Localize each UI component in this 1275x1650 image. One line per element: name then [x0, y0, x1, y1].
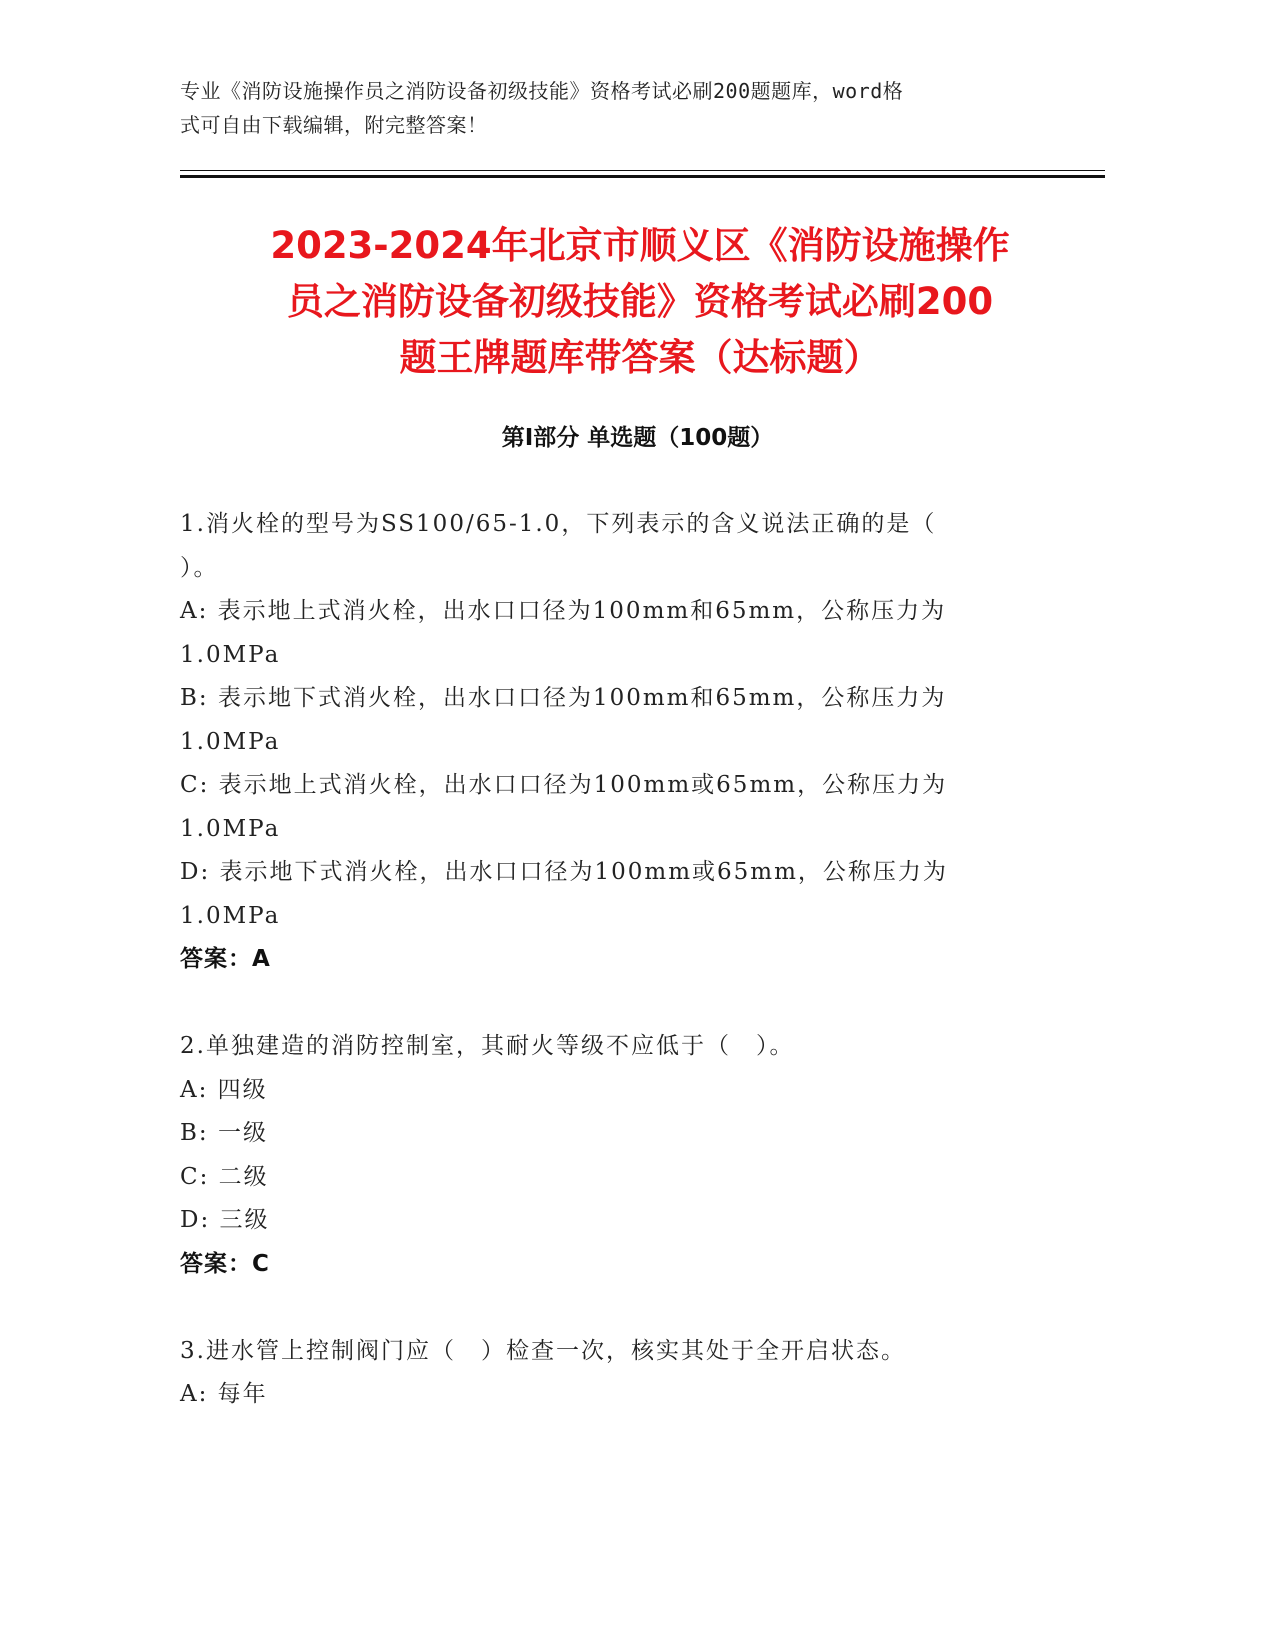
document-title-line-1: 2023-2024年北京市顺义区《消防设施操作	[270, 224, 1010, 267]
header-note	[180, 74, 1060, 142]
question-stem-line: 3.进水管上控制阀门应（ ）检查一次，核实其处于全开启状态。	[180, 1337, 906, 1364]
option-b: B: 一级	[180, 1120, 268, 1146]
answer-label: 答案：C	[180, 1250, 270, 1277]
question-1	[180, 503, 1080, 982]
answer-label: 答案：A	[180, 946, 271, 972]
document-title-line-2: 员之消防设备初级技能》资格考试必刷200	[286, 280, 994, 323]
document-title	[140, 218, 1140, 386]
header-note-line-2: 式可自由下载编辑，附完整答案！	[180, 113, 488, 137]
option-d: D: 三级	[180, 1207, 270, 1233]
question-stem-line: 2.单独建造的消防控制室，其耐火等级不应低于（ ）。	[180, 1033, 795, 1059]
question-spacer	[180, 982, 1080, 1026]
question-3	[180, 1330, 1080, 1417]
question-list	[180, 503, 1080, 1417]
option-d: D: 表示地下式消火栓，出水口口径为100mm或65mm，公称压力为	[180, 859, 948, 885]
document-title-line-3: 题王牌题库带答案（达标题）	[399, 336, 881, 379]
option-c-continued: 1.0MPa	[180, 815, 281, 842]
question-stem-line: 1.消火栓的型号为SS100/65-1.0，下列表示的含义说法正确的是（	[180, 511, 937, 537]
option-c: C: 表示地上式消火栓，出水口口径为100mm或65mm，公称压力为	[180, 772, 948, 798]
question-spacer	[180, 1286, 1080, 1330]
question-stem-line: ）。	[180, 554, 219, 581]
option-b: B: 表示地下式消火栓，出水口口径为100mm和65mm，公称压力为	[180, 685, 947, 711]
option-a: A: 每年	[180, 1381, 268, 1407]
header-note-line-1: 专业《消防设施操作员之消防设备初级技能》资格考试必刷200题题库，word格	[180, 79, 904, 103]
question-2	[180, 1025, 1080, 1286]
option-a-continued: 1.0MPa	[180, 641, 281, 668]
option-a: A: 四级	[180, 1076, 268, 1103]
header-divider-thick	[180, 175, 1105, 178]
option-c: C: 二级	[180, 1163, 269, 1190]
header-divider-thin	[180, 170, 1105, 171]
option-d-continued: 1.0MPa	[180, 902, 281, 929]
option-b-continued: 1.0MPa	[180, 728, 281, 755]
option-a: A: 表示地上式消火栓，出水口口径为100mm和65mm，公称压力为	[180, 598, 947, 624]
section-title: 第Ⅰ部分 单选题（100题）	[501, 425, 774, 451]
